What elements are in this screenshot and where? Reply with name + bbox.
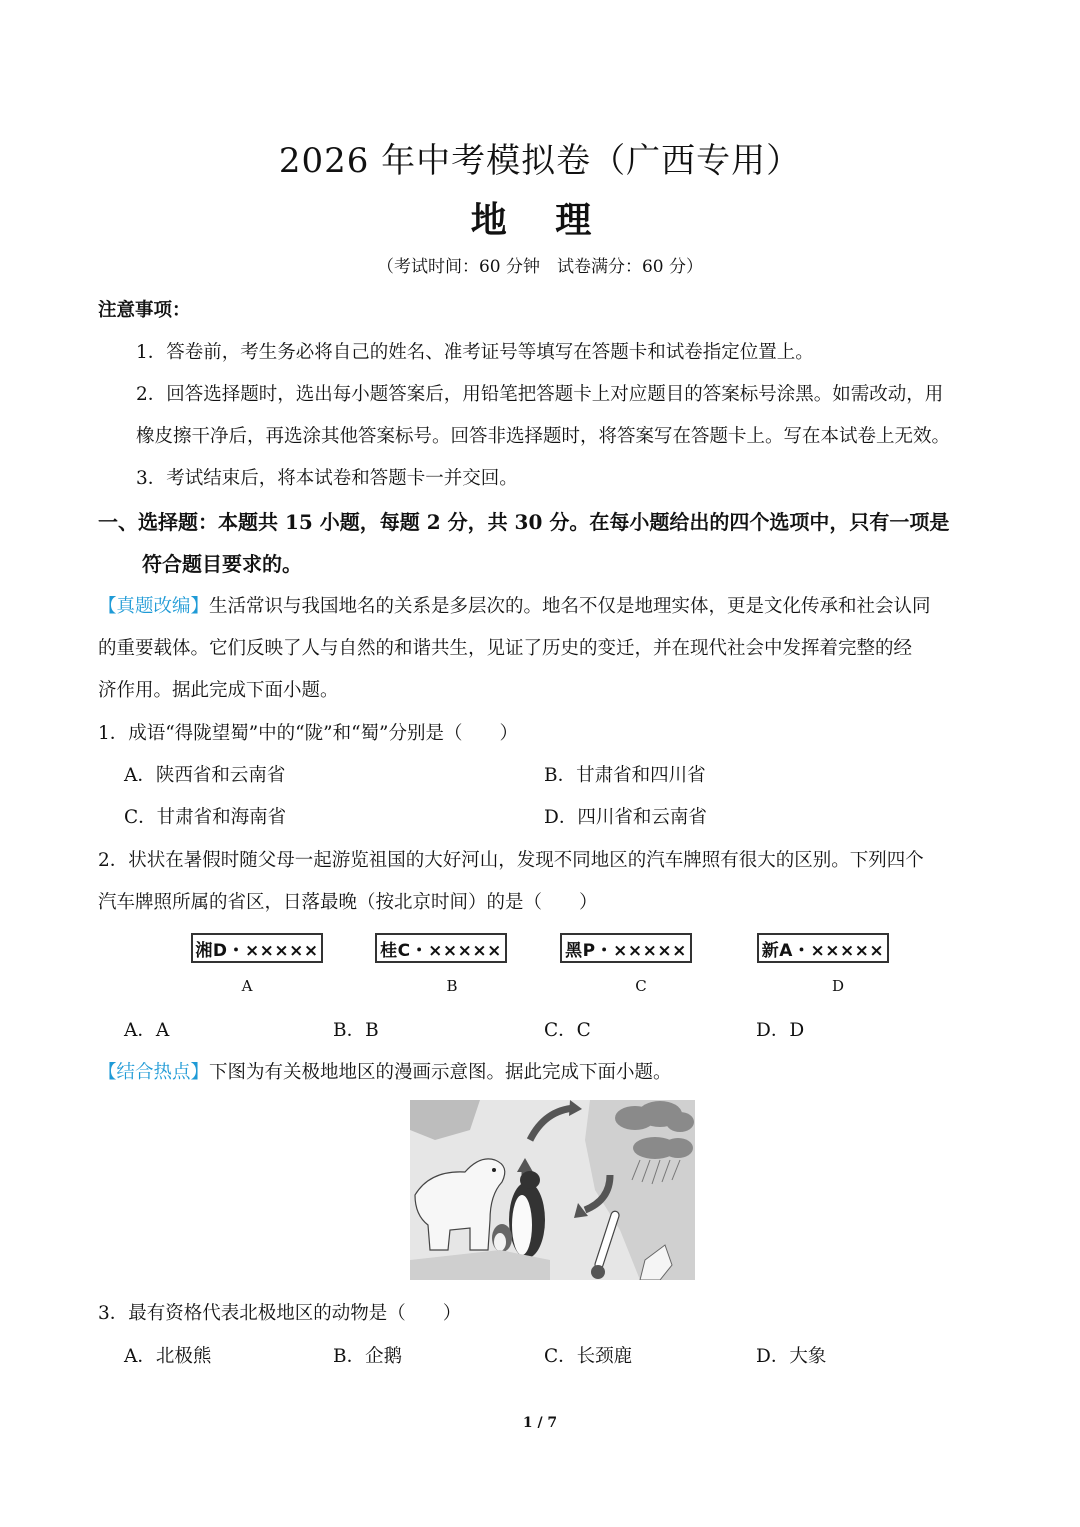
- question-2-stem-line-2: 汽车牌照所属的省区，日落最晚（按北京时间）的是（ ）: [98, 892, 598, 913]
- notice-item-3: 3．考试结束后，将本试卷和答题卡一并交回。: [136, 468, 518, 489]
- license-plate-d: 新A・×××××: [757, 933, 889, 963]
- section-heading-line-2: 符合题目要求的。: [142, 552, 302, 576]
- polar-cartoon-figure: [410, 1100, 695, 1280]
- plate-caption-a: A: [241, 977, 253, 995]
- material-1-line-2: 的重要载体。它们反映了人与自然的和谐共生，见证了历史的变迁，并在现代社会中发挥着完整的经: [98, 638, 913, 659]
- material-tag: 【真题改编】: [98, 596, 210, 617]
- exam-meta: （考试时间：60 分钟 试卷满分：60 分）: [376, 257, 704, 277]
- plate-caption-d: D: [831, 977, 845, 995]
- question-2-option-d: D．D: [756, 1020, 805, 1041]
- notice-heading: 注意事项：: [98, 300, 191, 321]
- question-2-option-a: A．A: [124, 1020, 170, 1041]
- question-3-option-a: A．北极熊: [124, 1346, 212, 1367]
- license-plate-b: 桂C・×××××: [375, 933, 507, 963]
- material-2-text: 下图为有关极地地区的漫画示意图。据此完成下面小题。: [209, 1062, 672, 1083]
- license-plate-a: 湘D・×××××: [191, 933, 323, 963]
- plate-caption-c: C: [635, 977, 647, 995]
- question-2-option-b: B．B: [333, 1020, 379, 1041]
- license-plate-c: 黑P・×××××: [560, 933, 692, 963]
- material-2-line: [98, 1058, 672, 1084]
- question-3-stem: 3．最有资格代表北极地区的动物是（ ）: [98, 1303, 462, 1324]
- question-3-option-b: B．企鹅: [333, 1346, 403, 1367]
- question-1-stem: 1．成语“得陇望蜀”中的“陇”和“蜀”分别是（ ）: [98, 723, 519, 744]
- question-1-option-b: B．甘肃省和四川省: [544, 765, 706, 786]
- question-2-option-c: C．C: [544, 1020, 591, 1041]
- question-1-option-a: A．陕西省和云南省: [124, 765, 286, 786]
- material-tag-2: 【结合热点】: [98, 1062, 210, 1083]
- subject-title: 地 理: [470, 199, 610, 241]
- material-1-line-1: [98, 592, 931, 618]
- exam-title: 2026 年中考模拟卷（广西专用）: [278, 141, 802, 181]
- material-1-text: 生活常识与我国地名的关系是多层次的。地名不仅是地理实体，更是文化传承和社会认同: [209, 596, 931, 617]
- page-number: 1 / 7: [522, 1415, 558, 1431]
- section-heading-line-1: 一、选择题：本题共 15 小题，每题 2 分，共 30 分。在每小题给出的四个选项中，只有一项是: [98, 510, 950, 534]
- question-3-option-d: D．大象: [756, 1346, 827, 1367]
- notice-item-1: 1．答卷前，考生务必将自己的姓名、准考证号等填写在答题卡和试卷指定位置上。: [136, 342, 814, 363]
- question-1-option-d: D．四川省和云南省: [544, 807, 707, 828]
- question-2-stem-line-1: 2．状状在暑假时随父母一起游览祖国的大好河山，发现不同地区的汽车牌照有很大的区别。下列四个: [98, 850, 924, 871]
- notice-item-2-line-2: 橡皮擦干净后，再选涂其他答案标号。回答非选择题时，将答案写在答题卡上。写在本试卷上无效。: [136, 426, 951, 447]
- material-1-line-3: 济作用。据此完成下面小题。: [98, 680, 339, 701]
- notice-item-2-line-1: 2．回答选择题时，选出每小题答案后，用铅笔把答题卡上对应题目的答案标号涂黑。如需改动，用: [136, 384, 944, 405]
- question-1-option-c: C．甘肃省和海南省: [124, 807, 287, 828]
- plate-caption-b: B: [446, 977, 458, 995]
- question-3-option-c: C．长颈鹿: [544, 1346, 633, 1367]
